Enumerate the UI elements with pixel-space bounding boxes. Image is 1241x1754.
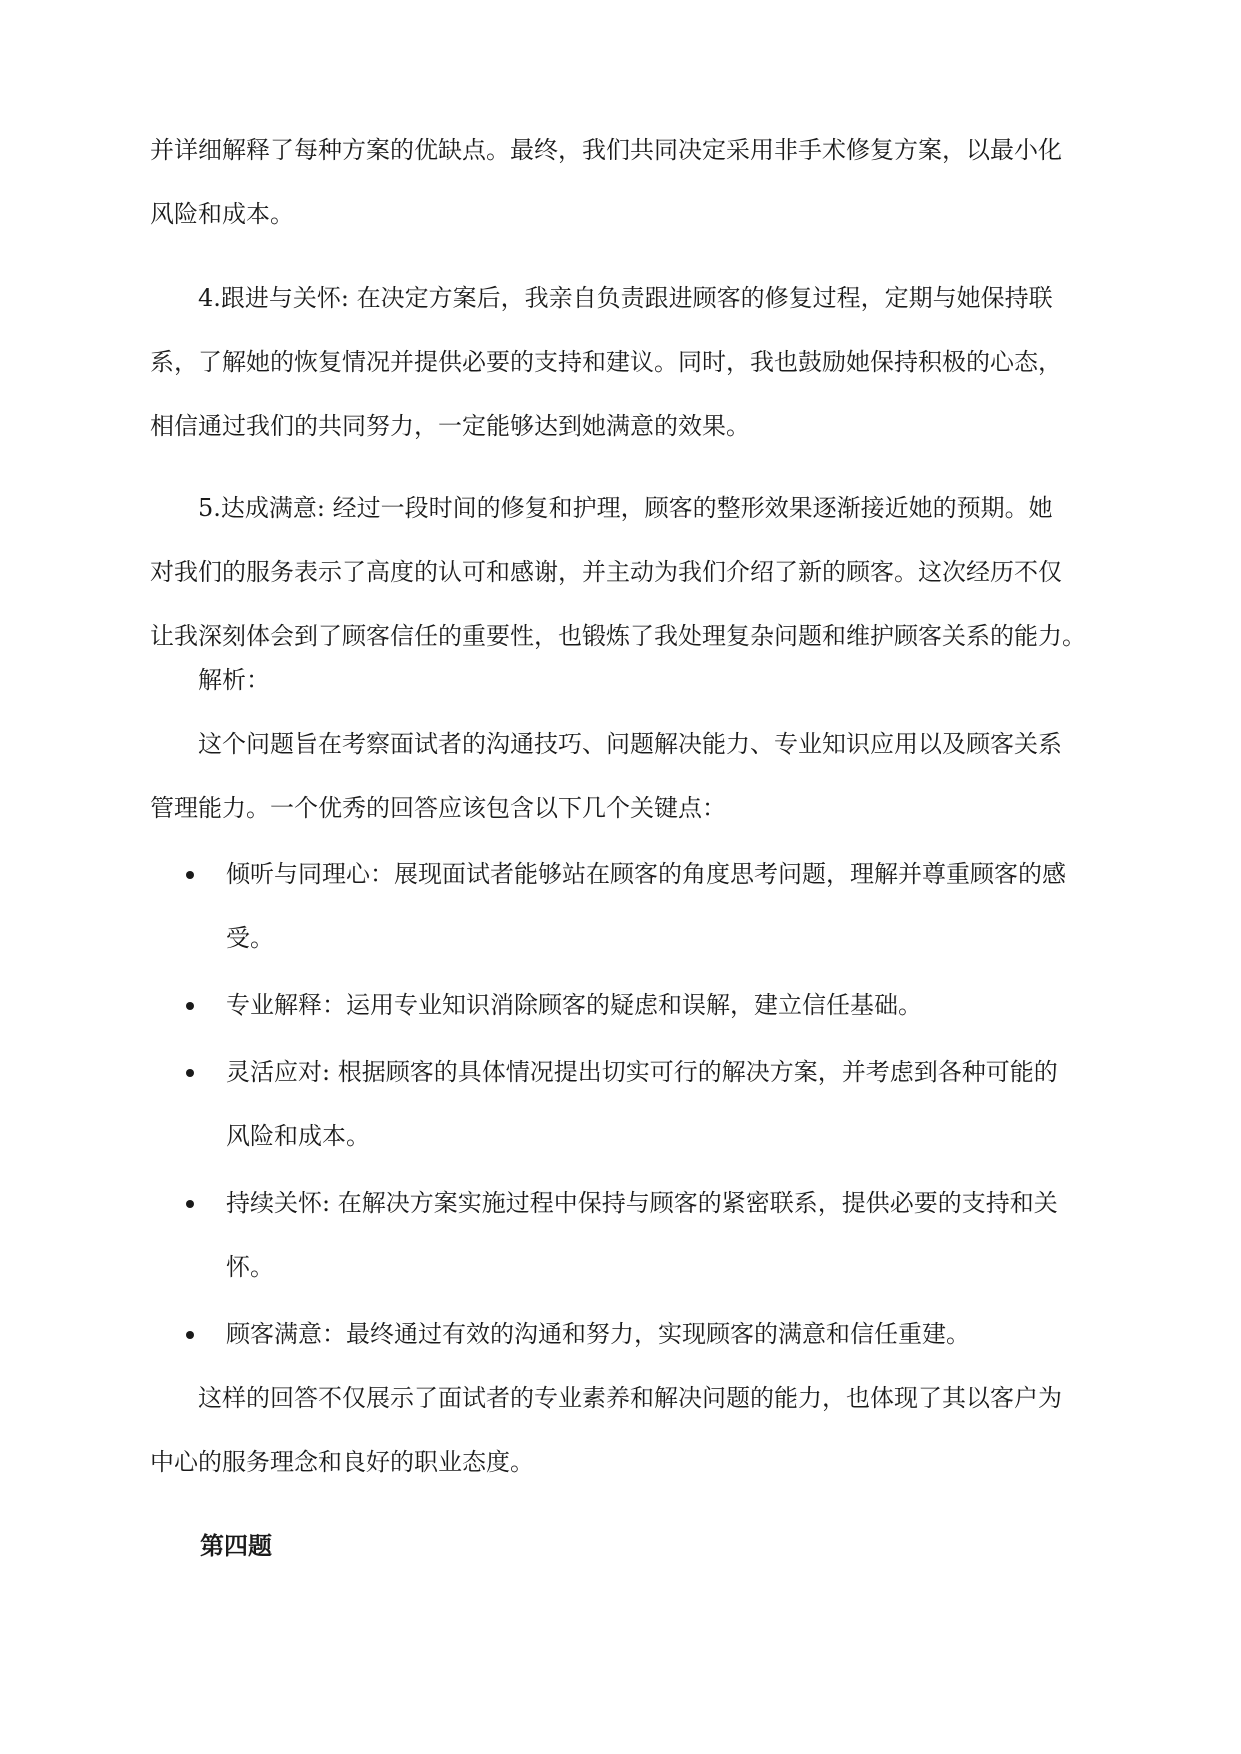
list-item bbox=[150, 1171, 1090, 1299]
text-line: 相信通过我们的共同努力，一定能够达到她满意的效果。 bbox=[150, 412, 750, 440]
list-item bbox=[150, 973, 1090, 1037]
paragraph-analysis-intro bbox=[150, 712, 1090, 840]
text-line: 怀。 bbox=[226, 1253, 274, 1281]
paragraph-follow-up-care bbox=[150, 266, 1090, 458]
text-line: 风险和成本。 bbox=[226, 1122, 370, 1150]
text-line: 5.达成满意: 经过一段时间的修复和护理，顾客的整形效果逐渐接近她的预期。她 bbox=[198, 494, 1053, 522]
text-line: 顾客满意：最终通过有效的沟通和努力，实现顾客的满意和信任重建。 bbox=[226, 1320, 970, 1348]
bullet-dot-icon bbox=[186, 871, 194, 879]
text-line: 这个问题旨在考察面试者的沟通技巧、问题解决能力、专业知识应用以及顾客关系 bbox=[198, 730, 1062, 758]
paragraph-solution-conclusion bbox=[150, 118, 1090, 246]
text-line: 专业解释：运用专业知识消除顾客的疑虑和误解，建立信任基础。 bbox=[226, 991, 922, 1019]
text-line: 持续关怀: 在解决方案实施过程中保持与顾客的紧密联系，提供必要的支持和关 bbox=[226, 1189, 1058, 1217]
text-line: 倾听与同理心：展现面试者能够站在顾客的角度思考问题，理解并尊重顾客的感 bbox=[226, 860, 1066, 888]
list-item bbox=[150, 1040, 1090, 1168]
text-line: 对我们的服务表示了高度的认可和感谢，并主动为我们介绍了新的顾客。这次经历不仅 bbox=[150, 558, 1062, 586]
bullet-dot-icon bbox=[186, 1200, 194, 1208]
section-heading: 第四题 bbox=[200, 1531, 272, 1560]
text-line: 解析： bbox=[198, 666, 270, 694]
text-line: 系，了解她的恢复情况并提供必要的支持和建议。同时，我也鼓励她保持积极的心态， bbox=[150, 348, 1062, 376]
bullet-dot-icon bbox=[186, 1069, 194, 1077]
text-line: 灵活应对: 根据顾客的具体情况提出切实可行的解决方案，并考虑到各种可能的 bbox=[226, 1058, 1058, 1086]
text-line: 受。 bbox=[226, 924, 274, 952]
text-line: 这样的回答不仅展示了面试者的专业素养和解决问题的能力，也体现了其以客户为 bbox=[198, 1384, 1062, 1412]
paragraph-analysis-label bbox=[150, 648, 1090, 712]
text-line: 让我深刻体会到了顾客信任的重要性，也锻炼了我处理复杂问题和维护顾客关系的能力。 bbox=[150, 622, 1086, 650]
list-item bbox=[150, 842, 1090, 970]
text-line: 管理能力。一个优秀的回答应该包含以下几个关键点： bbox=[150, 794, 726, 822]
paragraph-summary bbox=[150, 1366, 1090, 1494]
text-line: 并详细解释了每种方案的优缺点。最终，我们共同决定采用非手术修复方案，以最小化 bbox=[150, 136, 1062, 164]
text-line: 中心的服务理念和良好的职业态度。 bbox=[150, 1448, 534, 1476]
paragraph-satisfaction-reached bbox=[150, 476, 1090, 668]
text-line: 风险和成本。 bbox=[150, 200, 294, 228]
bullet-dot-icon bbox=[186, 1331, 194, 1339]
text-line: 4.跟进与关怀: 在决定方案后，我亲自负责跟进顾客的修复过程，定期与她保持联 bbox=[198, 284, 1053, 312]
list-item bbox=[150, 1302, 1090, 1366]
bullet-dot-icon bbox=[186, 1002, 194, 1010]
key-points-list bbox=[150, 842, 1090, 1369]
